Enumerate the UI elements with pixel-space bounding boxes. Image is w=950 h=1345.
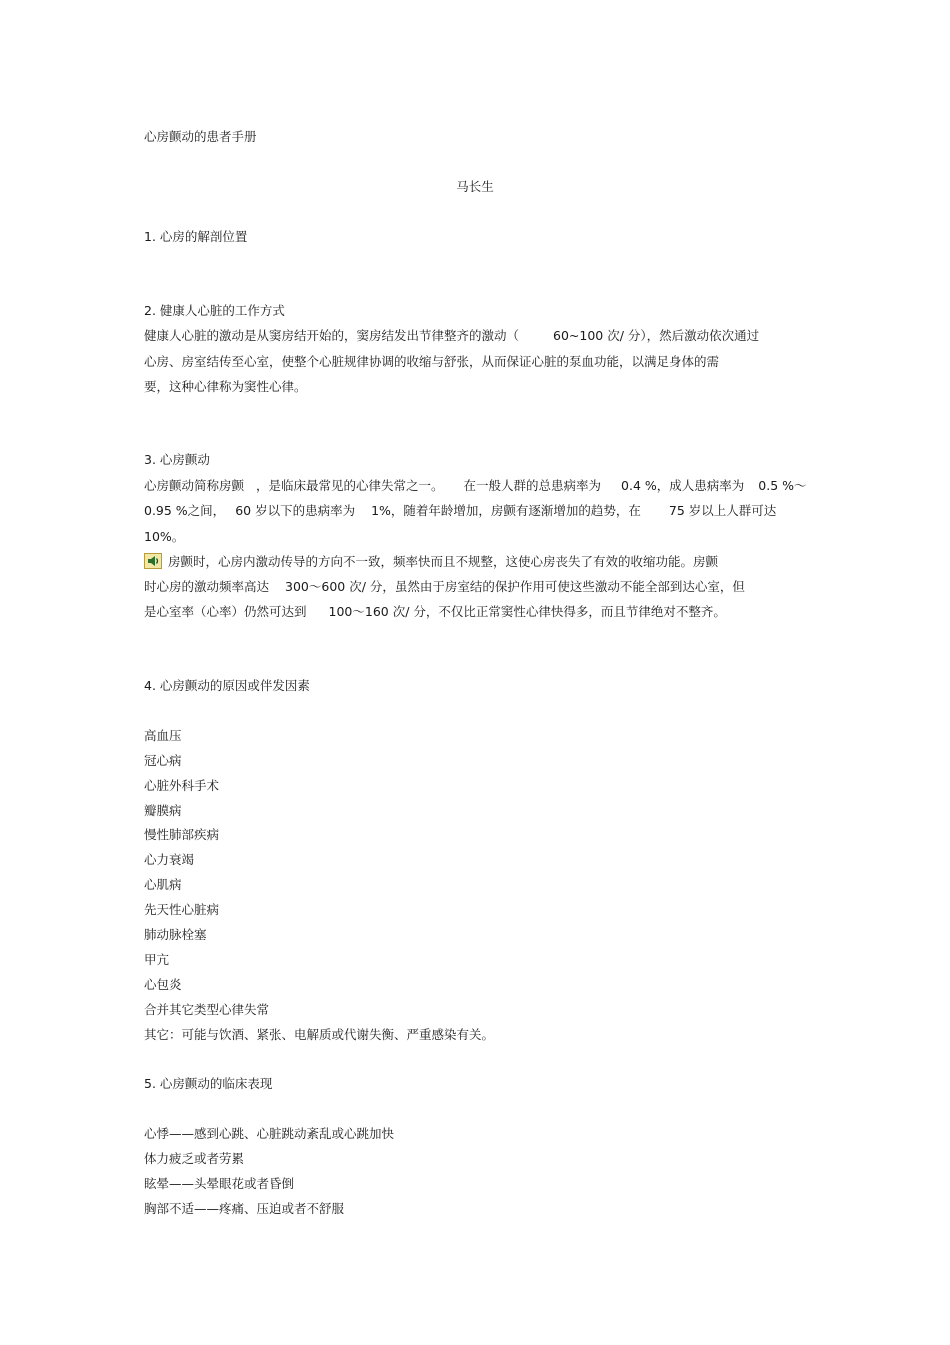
list-item: 心悸——感到心跳、心脏跳动紊乱或心跳加快 bbox=[144, 1126, 395, 1141]
text-run: 在一般人群的总患病率为 bbox=[463, 478, 602, 493]
section-2-paragraph-line: 要，这种心律称为窦性心律。 bbox=[144, 379, 307, 394]
section-3-paragraph-line bbox=[144, 553, 718, 570]
section-3-paragraph-line bbox=[144, 579, 745, 595]
list-item: 眩晕——头晕眼花或者昏倒 bbox=[144, 1176, 295, 1191]
section-3-paragraph-line: 10%。 bbox=[144, 529, 185, 544]
list-item: 心脏外科手术 bbox=[144, 778, 220, 793]
text-run: 0.5 %～ bbox=[758, 478, 807, 493]
list-item: 冠心病 bbox=[144, 753, 182, 768]
list-item: 慢性肺部疾病 bbox=[144, 827, 220, 842]
list-item: 其它：可能与饮酒、紧张、电解质或代谢失衡、严重感染有关。 bbox=[144, 1027, 495, 1042]
list-item: 瓣膜病 bbox=[144, 803, 182, 818]
section-5-heading: 5. 心房颤动的临床表现 bbox=[144, 1076, 273, 1091]
section-2-paragraph-line: 心房、房室结传至心室，使整个心脏规律协调的收缩与舒张，从而保证心脏的泵血功能，以满足身体的需 bbox=[144, 354, 720, 369]
author-name: 马长生 bbox=[456, 179, 494, 194]
list-item: 肺动脉栓塞 bbox=[144, 927, 207, 942]
text-run: 时心房的激动频率高达 bbox=[144, 579, 270, 594]
document-title: 心房颤动的患者手册 bbox=[144, 129, 257, 144]
list-item: 体力疲乏或者劳累 bbox=[144, 1151, 245, 1166]
text-run: 60 岁以下的患病率为 bbox=[235, 503, 356, 518]
text-run: 60~100 次/ 分），然后激动依次通过 bbox=[553, 328, 760, 343]
section-3-paragraph-line bbox=[144, 604, 726, 620]
section-3-paragraph-line bbox=[144, 478, 807, 494]
section-1-heading: 1. 心房的解剖位置 bbox=[144, 229, 248, 244]
list-item: 心包炎 bbox=[144, 977, 182, 992]
speaker-icon[interactable] bbox=[144, 553, 162, 569]
text-run: 健康人心脏的激动是从窦房结开始的，窦房结发出节律整齐的激动（ bbox=[144, 328, 520, 343]
text-run: 心房颤动简称房颤 bbox=[144, 478, 245, 493]
list-item: 甲亢 bbox=[144, 952, 170, 967]
text-run: 房颤时，心房内激动传导的方向不一致，频率快而且不规整，这使心房丧失了有效的收缩功能。房颤 bbox=[168, 554, 719, 569]
section-4-heading: 4. 心房颤动的原因或伴发因素 bbox=[144, 678, 310, 693]
list-item: 胸部不适——疼痛、压迫或者不舒服 bbox=[144, 1201, 345, 1216]
section-2-heading: 2. 健康人心脏的工作方式 bbox=[144, 303, 285, 318]
text-run: 0.4 %，成人患病率为 bbox=[621, 478, 745, 493]
text-run: 1%，随着年龄增加，房颤有逐渐增加的趋势，在 bbox=[371, 503, 641, 518]
list-item: 心力衰竭 bbox=[144, 852, 195, 867]
list-item: 合并其它类型心律失常 bbox=[144, 1002, 270, 1017]
list-item: 心肌病 bbox=[144, 877, 182, 892]
text-run: 是心室率（心率）仍然可达到 bbox=[144, 604, 307, 619]
list-item: 高血压 bbox=[144, 728, 182, 743]
list-item: 先天性心脏病 bbox=[144, 902, 220, 917]
text-run: 0.95 %之间， bbox=[144, 503, 226, 518]
section-3-heading: 3. 心房颤动 bbox=[144, 452, 210, 467]
text-run: 100～160 次/ 分，不仅比正常窦性心律快得多，而且节律绝对不整齐。 bbox=[328, 604, 726, 619]
section-3-paragraph-line bbox=[144, 503, 776, 519]
text-run: ，是临床最常见的心律失常之一。 bbox=[256, 478, 444, 493]
section-2-paragraph-line bbox=[144, 328, 759, 344]
text-run: 300～600 次/ 分，虽然由于房室结的保护作用可使这些激动不能全部到达心室，但 bbox=[285, 579, 745, 594]
text-run: 75 岁以上人群可达 bbox=[668, 503, 777, 518]
